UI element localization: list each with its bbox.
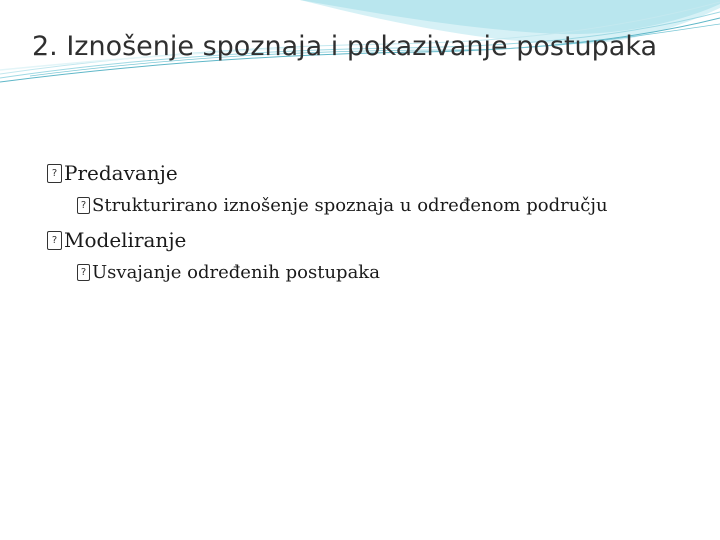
missing-glyph-icon bbox=[77, 264, 90, 281]
sub-bullet-item bbox=[47, 259, 667, 286]
slide-title: 2. Iznošenje spoznaja i pokazivanje postupaka bbox=[32, 31, 658, 62]
sub-bullet-text: Usvajanje određenih postupaka bbox=[92, 262, 380, 283]
bullet-text: Predavanje bbox=[64, 161, 178, 185]
bullet-text: Modeliranje bbox=[64, 228, 187, 252]
bullet-list bbox=[47, 158, 667, 292]
missing-glyph-icon bbox=[77, 197, 90, 214]
bullet-item-modeliranje bbox=[47, 225, 667, 255]
missing-glyph-icon bbox=[47, 164, 62, 183]
missing-glyph-icon bbox=[47, 231, 62, 250]
bullet-item-predavanje bbox=[47, 158, 667, 188]
sub-bullet-text: Strukturirano iznošenje spoznaja u određenom području bbox=[92, 195, 608, 216]
sub-bullet-item bbox=[47, 192, 667, 219]
